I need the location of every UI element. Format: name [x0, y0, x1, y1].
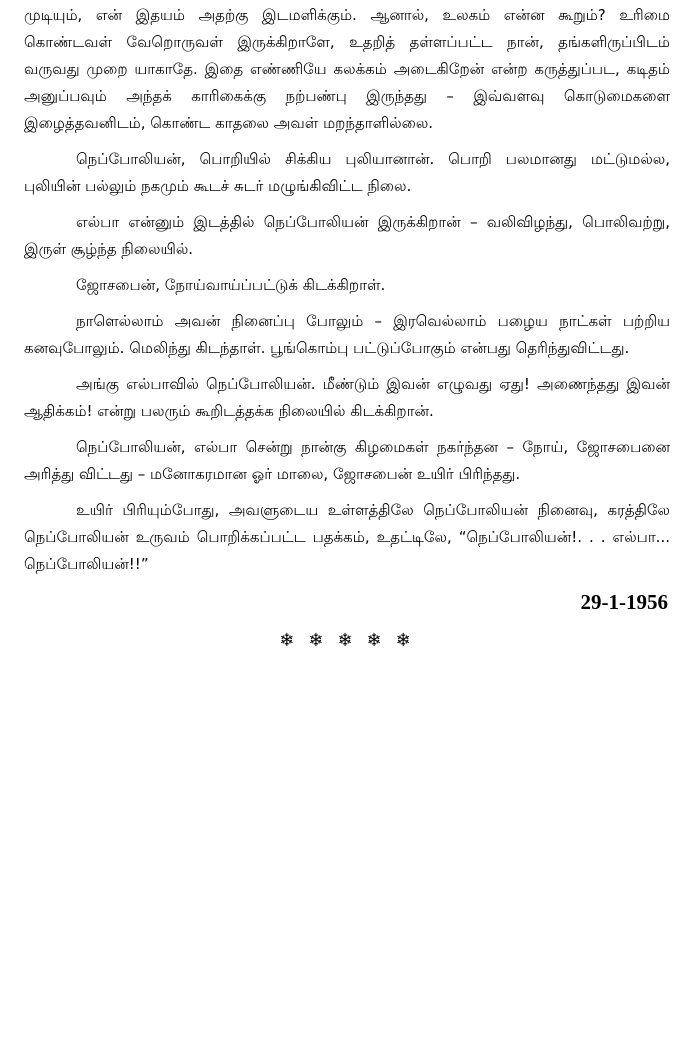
date-line: 29-1-1956 [580, 590, 668, 614]
paragraph-1: முடியும், என் இதயம் அதற்கு இடமளிக்கும். ஆனால், உலகம் என்ன கூறும்? உரிமை கொண்டவள் வேறொருவள் இருக்கிறாளே, உதறித் தள்ளப்பட்ட நான், தங்களிருப்பிடம் வருவது முறை யாகாதே. இதை எண்ணியே கலக்கம் அடைகிறேன் என்ற கருத்துப்பட, கடிதம் அனுப்பவும் அந்தக் காரிகைக்கு நற்பண்பு இருந்தது – இவ்வளவு கொடுமைகளை இழைத்தவனிடம், கொண்ட காதலை அவள் மறந்தாளில்லை. [24, 6, 670, 132]
snowflake-separator-icon: ❄❄❄❄❄ [279, 630, 425, 651]
paragraph-8: உயிர் பிரியும்போது, அவளுடைய உள்ளத்திலே நெப்போலியன் நினைவு, கரத்திலே நெப்போலியன் உருவம் பொறிக்கப்பட்ட பதக்கம், உதட்டிலே, “நெப்போலியன்!. . . எல்பா... நெப்போலியன்!!” [24, 501, 670, 573]
paragraph-7: நெப்போலியன், எல்பா சென்று நான்கு கிழமைகள் நகர்ந்தன – நோய், ஜோசபைனை அரித்து விட்டது – மனோகரமான ஓர் மாலை, ஜோசபைன் உயிர் பிரிந்தது. [24, 438, 670, 483]
paragraph-6: அங்கு எல்பாவில் நெப்போலியன். மீண்டும் இவன் எழுவது ஏது! அணைந்தது இவன் ஆதிக்கம்! என்று பலரும் கூறிடத்தக்க நிலையில் கிடக்கிறான். [24, 375, 670, 420]
paragraph-4: ஜோசபைன், நோய்வாய்ப்பட்டுக் கிடக்கிறாள். [76, 276, 386, 294]
document-page [24, 2, 670, 651]
paragraph-3: எல்பா என்னும் இடத்தில் நெப்போலியன் இருக்கிறான் – வலிவிழந்து, பொலிவற்று, இருள் சூழ்ந்த நிலையில். [24, 213, 670, 258]
paragraph-2: நெப்போலியன், பொறியில் சிக்கிய புலியானான். பொறி பலமானது மட்டுமல்ல, புலியின் பல்லும் நகமும் கூடச் சுடர் மழுங்கிவிட்ட நிலை. [24, 150, 670, 195]
paragraph-5: நாளெல்லாம் அவன் நினைப்பு போலும் – இரவெல்லாம் பழைய நாட்கள் பற்றிய கனவுபோலும். மெலிந்து கிடந்தாள். பூங்கொம்பு பட்டுப்போகும் என்பது தெரிந்துவிட்டது. [24, 312, 670, 357]
